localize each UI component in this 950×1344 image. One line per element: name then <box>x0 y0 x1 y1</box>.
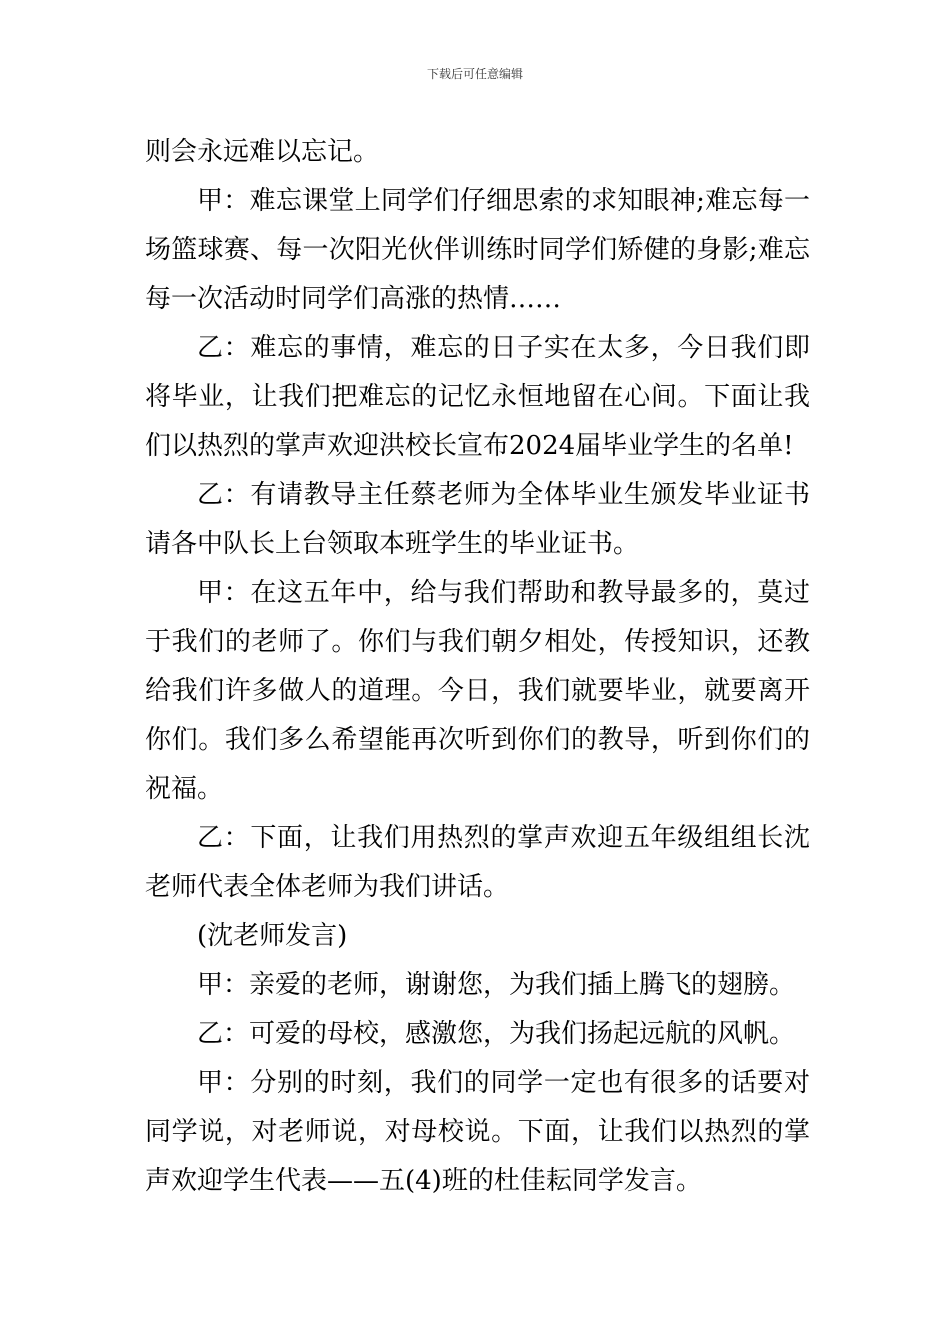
page-header-note: 下载后可任意编辑 <box>426 67 523 81</box>
paragraph-stage-note: (沈老师发言) <box>197 921 348 951</box>
paragraph-yi-thanks: 乙：可爱的母校，感激您，为我们扬起远航的风帆。 <box>197 1019 796 1049</box>
paragraph-yi-teacher-speech: 乙：下面，让我们用热烈的掌声欢迎五年级组组长沈老师代表全体老师为我们讲话。 <box>145 823 810 902</box>
paragraph-yi-certificates: 乙：有请教导主任蔡老师为全体毕业生颁发毕业证书请各中队长上台领取本班学生的毕业证书。 <box>145 480 810 559</box>
paragraph-jia-teachers: 甲：在这五年中，给与我们帮助和教导最多的，莫过于我们的老师了。你们与我们朝夕相处，传授知识，还教给我们许多做人的道理。今日，我们就要毕业，就要离开你们。我们多么希望能再次听到你们的教导，听到你们的祝福。 <box>145 578 810 804</box>
paragraph-jia-thanks: 甲：亲爱的老师，谢谢您，为我们插上腾飞的翅膀。 <box>197 970 796 1000</box>
paragraph-jia-memories: 甲：难忘课堂上同学们仔细思索的求知眼神;难忘每一场篮球赛、每一次阳光伙伴训练时同学们矫健的身影;难忘每一次活动时同学们高涨的热情…… <box>145 186 810 314</box>
paragraph-jia-student-speech: 甲：分别的时刻，我们的同学一定也有很多的话要对同学说，对老师说，对母校说。下面，让我们以热烈的掌声欢迎学生代表——五(4)班的杜佳耘同学发言。 <box>145 1068 810 1196</box>
paragraph-continued: 则会永远难以忘记。 <box>145 137 380 167</box>
document-body <box>145 128 810 1206</box>
paragraph-yi-graduation-list: 乙：难忘的事情，难忘的日子实在太多，今日我们即将毕业，让我们把难忘的记忆永恒地留在心间。下面让我们以热烈的掌声欢迎洪校长宣布2024届毕业学生的名单! <box>145 333 810 461</box>
